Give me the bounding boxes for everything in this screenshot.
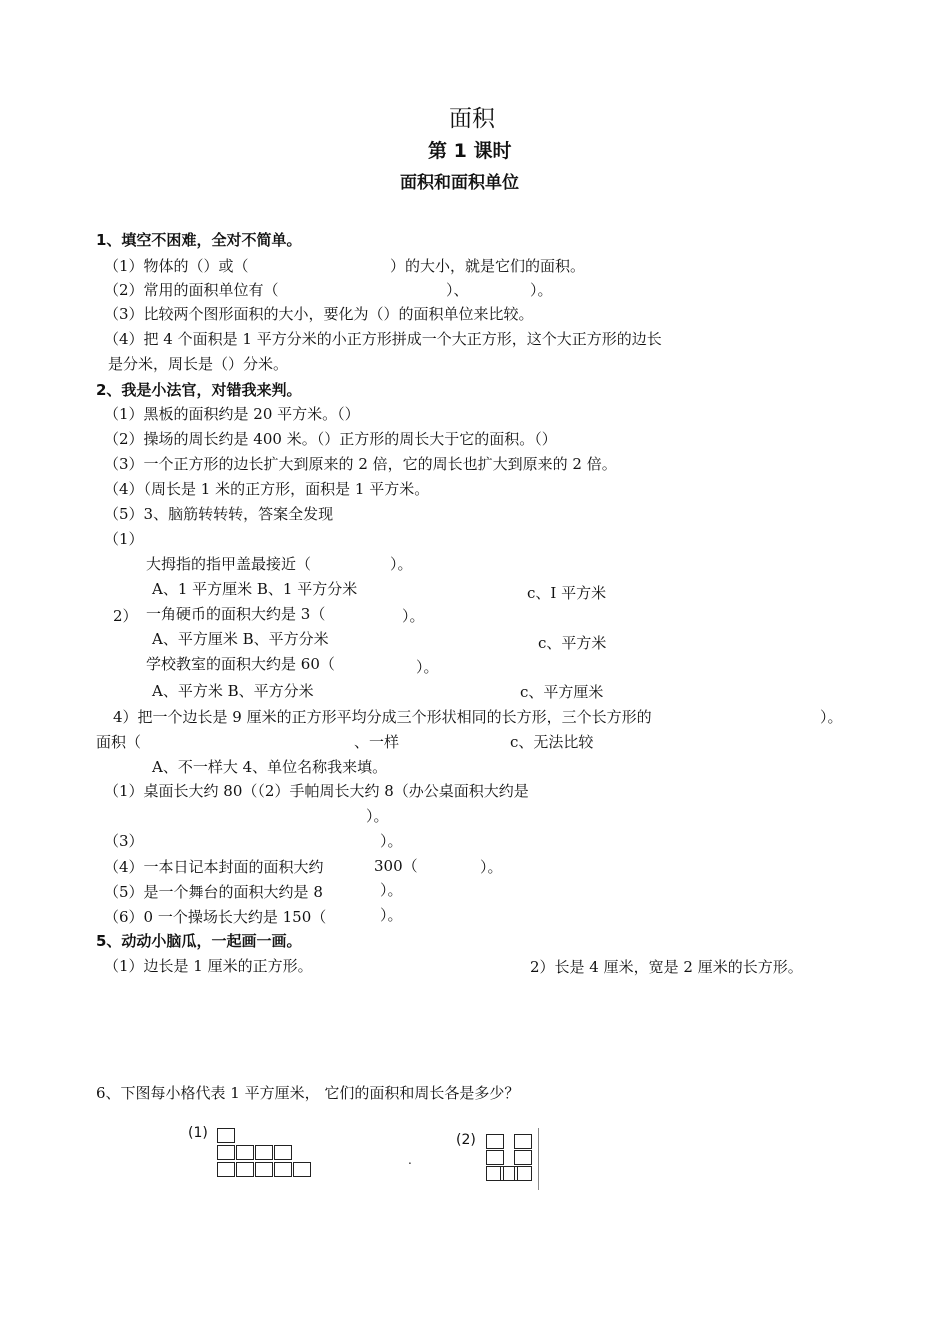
- grid-cell: [486, 1134, 504, 1149]
- s1-q1-text-end: ）的大小，就是它们的面积。: [390, 257, 586, 275]
- s3-q2-number: 2）: [113, 607, 138, 625]
- s1-q2-text: （2）常用的面积单位有（: [104, 281, 279, 299]
- s4-q4-text: （4）一本日记本封面的面积大约: [104, 858, 324, 876]
- s4-q6-text: （6）0 一个操场长大约是 150（: [104, 908, 327, 926]
- stray-dot: .: [408, 1153, 412, 1167]
- s3-q1-text: 大拇指的指甲盖最接近（: [146, 555, 312, 573]
- s3-q2-option-c: c、平方米: [538, 634, 607, 652]
- s4-q3-end: ）。: [380, 832, 403, 850]
- s3-q1-option-c: c、I 平方米: [527, 584, 607, 602]
- section-6-heading: 6、下图每小格代表 1 平方厘米， 它们的面积和周长各是多少？: [96, 1084, 520, 1102]
- grid-cell: [514, 1134, 532, 1149]
- s3-q1-number: （1）: [104, 530, 144, 548]
- lesson-subtitle: 面积和面积单位: [400, 173, 519, 193]
- grid-cell: [486, 1150, 504, 1165]
- grid-cell: [255, 1145, 273, 1160]
- s1-q2-sep: ）、: [446, 281, 469, 299]
- section-2-heading: 2、我是小法官，对错我来判。: [96, 381, 302, 399]
- grid-cell: [274, 1162, 292, 1177]
- s1-q4-text-2: 是分米，周长是（）分米。: [108, 355, 289, 373]
- s1-q3-text: （3）比较两个图形面积的大小，要化为（）的面积单位来比较。: [104, 305, 534, 323]
- s4-q5-end: ）。: [380, 881, 403, 899]
- figure-1-label: (1): [188, 1125, 208, 1141]
- grid-cell: [274, 1145, 292, 1160]
- s3-q2-text: 一角硬币的面积大约是 3（: [146, 605, 326, 623]
- s3-q2-options: A、平方厘米 B、平方分米: [152, 630, 329, 648]
- figure-2-grid: [486, 1134, 546, 1186]
- s3-q4-text: 4）把一个边长是 9 厘米的正方形平均分成三个形状相同的长方形，三个长方形的: [113, 708, 652, 726]
- grid-cell: [217, 1162, 235, 1177]
- s2-q3-text: （3）一个正方形的边长扩大到原来的 2 倍，它的周长也扩大到原来的 2 倍。: [104, 455, 617, 473]
- s3-q4-option-a: A、不一样大 4、单位名称我来填。: [152, 758, 388, 776]
- section-1-heading: 1、填空不困难，全对不简单。: [96, 231, 302, 249]
- grid-cell: [255, 1162, 273, 1177]
- grid-cell: [217, 1128, 235, 1143]
- s3-q3-end: ）。: [416, 658, 439, 676]
- s5-q2-text: 2）长是 4 厘米，宽是 2 厘米的长方形。: [530, 958, 803, 976]
- grid-cell: [217, 1145, 235, 1160]
- s4-q4-end: ）。: [480, 858, 503, 876]
- s2-q1-text: （1）黑板的面积约是 20 平方米。（）: [104, 405, 360, 423]
- s3-q4-option-c: c、无法比较: [510, 733, 594, 751]
- s3-q4-end: ）。: [820, 708, 843, 726]
- lesson-number: 第 1 课时: [428, 140, 512, 162]
- s4-q3-number: （3）: [104, 832, 144, 850]
- grid-cell: [514, 1166, 532, 1181]
- grid-cell: [293, 1162, 311, 1177]
- s5-q1-text: （1）边长是 1 厘米的正方形。: [104, 957, 313, 975]
- s3-q4-option-b: 、一样: [354, 733, 400, 751]
- s2-q4-text: （4）（周长是 1 米的正方形，面积是 1 平方米。: [104, 480, 430, 498]
- s2-q5-text: （5）3、脑筋转转转，答案全发现: [104, 505, 334, 523]
- s1-q1-text: （1）物体的（）或（: [104, 257, 249, 275]
- s3-q1-end: ）。: [390, 555, 413, 573]
- s3-q3-option-c: c、平方厘米: [520, 683, 604, 701]
- s3-q4-area: 面积（: [96, 733, 142, 751]
- s1-q2-end: ）。: [530, 281, 553, 299]
- s4-q5-text: （5）是一个舞台的面积大约是 8: [104, 883, 323, 901]
- section-5-heading: 5、动动小脑瓜，一起画一画。: [96, 932, 302, 950]
- s2-q2-text: （2）操场的周长约是 400 米。（）正方形的周长大于它的面积。（）: [104, 430, 557, 448]
- grid-cell: [236, 1162, 254, 1177]
- s4-q1-end: ）。: [366, 807, 389, 825]
- s4-q4-number: 300（: [374, 857, 418, 875]
- s3-q1-options: A、1 平方厘米 B、1 平方分米: [152, 580, 358, 598]
- s4-q1-text: （1）桌面长大约 80（（2）手帕周长大约 8（办公桌面积大约是: [104, 782, 529, 800]
- grid-cell: [514, 1150, 532, 1165]
- s4-q6-end: ）。: [380, 906, 403, 924]
- s3-q3-text: 学校教室的面积大约是 60（: [146, 655, 335, 673]
- grid-cell: [236, 1145, 254, 1160]
- s3-q2-end: ）。: [402, 607, 425, 625]
- figure-1-grid: [217, 1128, 297, 1180]
- figure-2-label: (2): [456, 1132, 476, 1148]
- scan-edge-line: [538, 1128, 539, 1190]
- s3-q3-options: A、平方米 B、平方分米: [152, 682, 314, 700]
- s1-q4-text: （4）把 4 个面积是 1 平方分米的小正方形拼成一个大正方形，这个大正方形的边长: [104, 330, 662, 348]
- page-title: 面积: [449, 106, 495, 132]
